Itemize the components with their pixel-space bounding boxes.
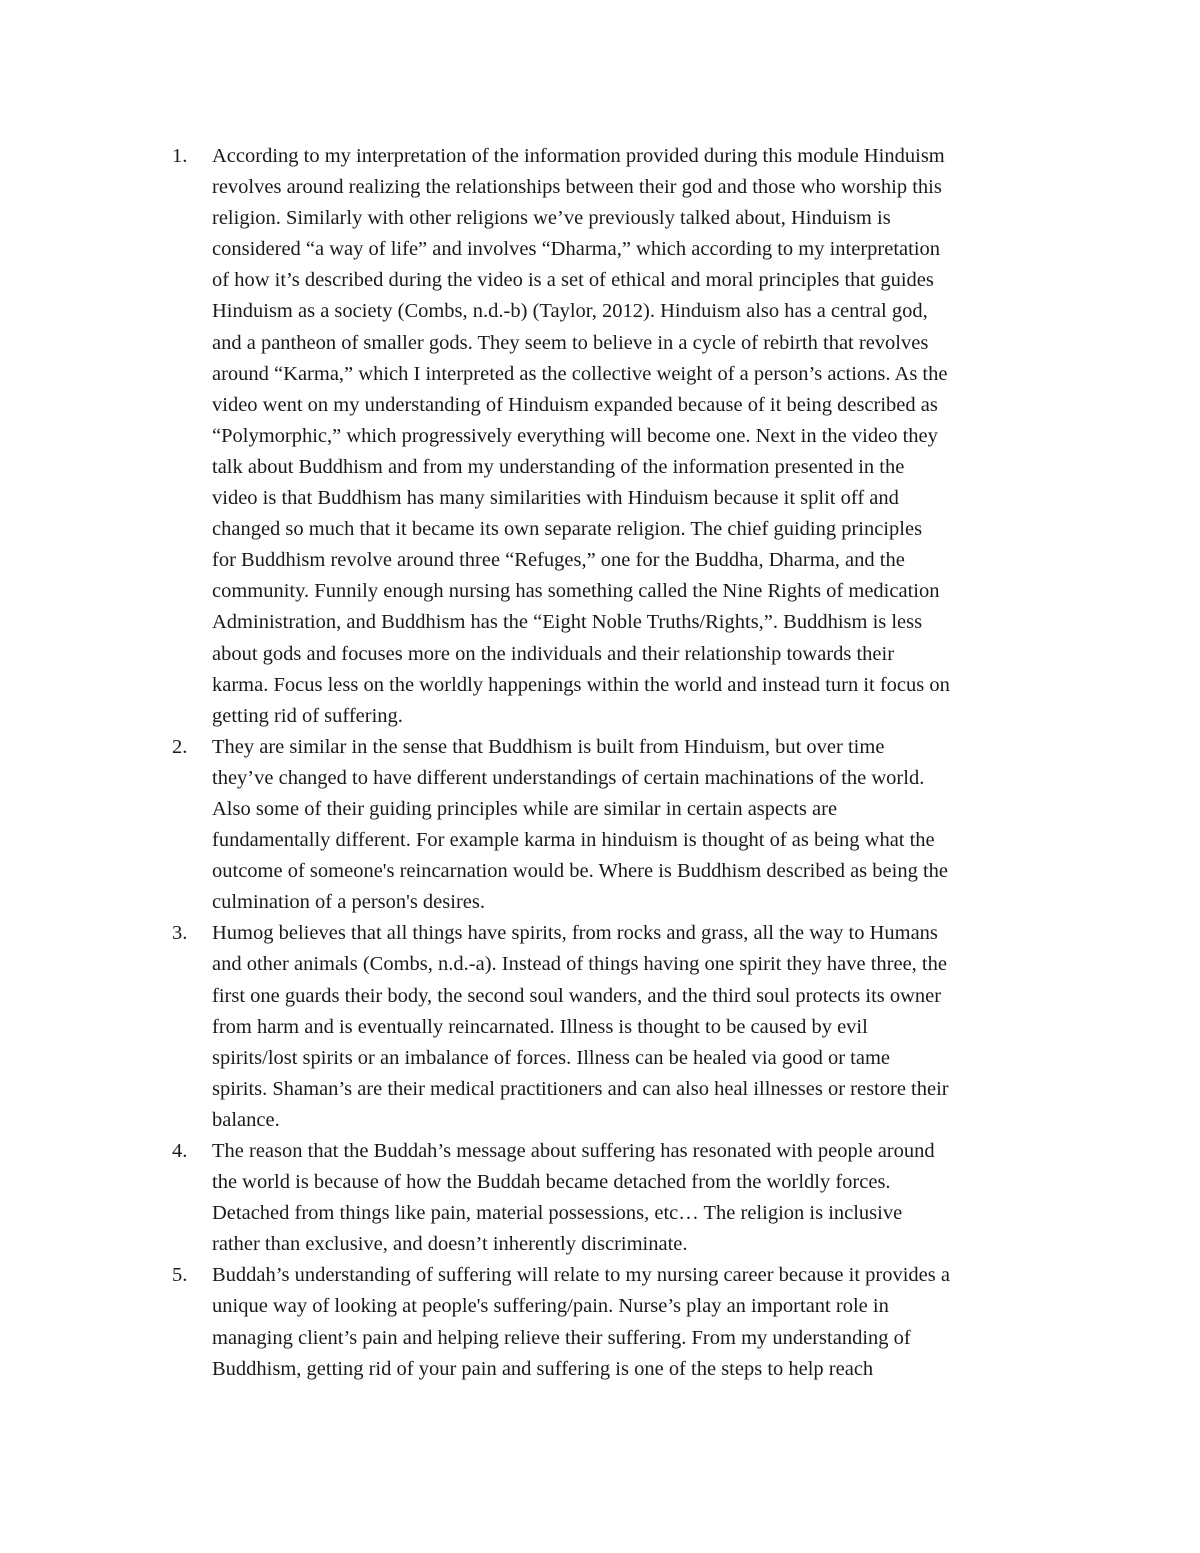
text-line: video went on my understanding of Hinduism expanded because of it being described as (212, 393, 938, 416)
text-line: They are similar in the sense that Buddhism is built from Hinduism, but over time (212, 735, 885, 758)
text-line: revolves around realizing the relationships between their god and those who worship this (212, 176, 942, 199)
text-line: According to my interpretation of the information provided during this module Hinduism (212, 145, 945, 167)
list-item (172, 732, 1072, 919)
list-item (172, 1260, 1072, 1384)
text-line: spirits. Shaman’s are their medical practitioners and can also heal illnesses or restore their (212, 1077, 949, 1100)
text-line: considered “a way of life” and involves “Dharma,” which according to my interpretation (212, 238, 941, 261)
text-line: fundamentally different. For example karma in hinduism is thought of as being what the (212, 829, 935, 852)
text-line: from harm and is eventually reincarnated. Illness is thought to be caused by evil (212, 1015, 868, 1038)
text-line: managing client’s pain and helping relieve their suffering. From my understanding of (212, 1326, 911, 1349)
text-line: The reason that the Buddah’s message about suffering has resonated with people around (212, 1140, 935, 1162)
text-line: getting rid of suffering. (212, 704, 403, 727)
text-line: Detached from things like pain, material possessions, etc… The religion is inclusive (212, 1202, 903, 1225)
text-line: Buddhism, getting rid of your pain and suffering is one of the steps to help reach (212, 1357, 874, 1380)
list-item-text (212, 1260, 1072, 1384)
text-line: “Polymorphic,” which progressively everything will become one. Next in the video they (212, 424, 938, 447)
text-line: and other animals (Combs, n.d.-a). Instead of things having one spirit they have three, the (212, 953, 947, 976)
text-line: for Buddhism revolve around three “Refuges,” one for the Buddha, Dharma, and the (212, 549, 905, 572)
list-item (172, 918, 1072, 1136)
text-line: religion. Similarly with other religions we’ve previously talked about, Hinduism is (212, 207, 891, 230)
list-item-text (212, 732, 1072, 919)
text-line: unique way of looking at people's suffering/pain. Nurse’s play an important role in (212, 1295, 889, 1318)
text-line: talk about Buddhism and from my understanding of the information presented in the (212, 455, 905, 478)
text-line: they’ve changed to have different understandings of certain machinations of the world. (212, 766, 925, 789)
text-line: of how it’s described during the video is a set of ethical and moral principles that guides (212, 269, 934, 292)
text-line: Buddah’s understanding of suffering will relate to my nursing career because it provides a (212, 1264, 950, 1287)
text-line: about gods and focuses more on the individuals and their relationship towards their (212, 642, 895, 665)
text-line: spirits/lost spirits or an imbalance of forces. Illness can be healed via good or tame (212, 1046, 891, 1069)
list-item-number: 1. (172, 145, 188, 167)
text-line: community. Funnily enough nursing has something called the Nine Rights of medication (212, 580, 940, 603)
list-item-number: 3. (172, 922, 188, 945)
text-line: around “Karma,” which I interpreted as the collective weight of a person’s actions. As the (212, 362, 948, 385)
list-item-text (212, 1136, 1072, 1260)
list-item (172, 141, 1072, 732)
list-item-number: 4. (172, 1140, 188, 1162)
text-line: rather than exclusive, and doesn’t inherently discriminate. (212, 1233, 688, 1256)
text-line: changed so much that it became its own separate religion. The chief guiding principles (212, 518, 923, 541)
text-line: balance. (212, 1108, 280, 1131)
list-item-number: 2. (172, 735, 188, 758)
text-line: Humog believes that all things have spirits, from rocks and grass, all the way to Humans (212, 922, 938, 945)
text-line: the world is because of how the Buddah became detached from the worldly forces. (212, 1171, 891, 1194)
text-line: and a pantheon of smaller gods. They seem to believe in a cycle of rebirth that revolves (212, 331, 929, 354)
text-line: Also some of their guiding principles while are similar in certain aspects are (212, 797, 838, 820)
list-item-text (212, 141, 1072, 732)
text-line: karma. Focus less on the worldly happenings within the world and instead turn it focus on (212, 673, 950, 696)
text-line: video is that Buddhism has many similarities with Hinduism because it split off and (212, 487, 899, 510)
text-line: culmination of a person's desires. (212, 891, 485, 914)
text-line: first one guards their body, the second soul wanders, and the third soul protects its owner (212, 984, 942, 1007)
list-item (172, 1136, 1072, 1260)
text-line: Administration, and Buddhism has the “Eight Noble Truths/Rights,”. Buddhism is less (212, 611, 923, 634)
text-line: Hinduism as a society (Combs, n.d.-b) (Taylor, 2012). Hinduism also has a central god, (212, 300, 928, 323)
list-item-text (212, 918, 1072, 1136)
text-line: outcome of someone's reincarnation would be. Where is Buddhism described as being the (212, 860, 948, 883)
list-item-number: 5. (172, 1264, 188, 1287)
answer-list (172, 141, 1072, 1385)
